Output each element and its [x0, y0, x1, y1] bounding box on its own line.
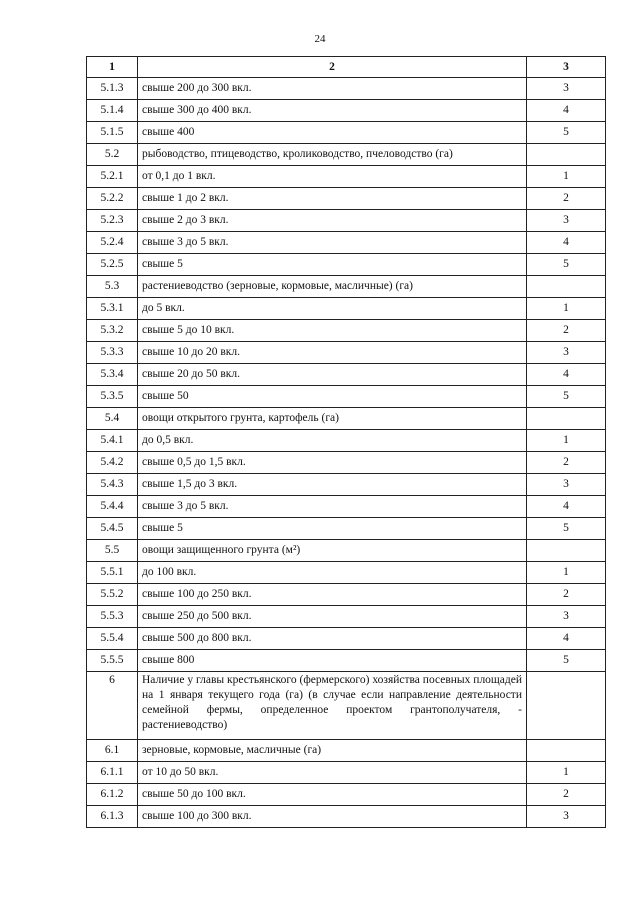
row-description: свыше 500 до 800 вкл. [138, 628, 527, 650]
table-row [87, 430, 606, 452]
table-row [87, 762, 606, 784]
row-description: до 5 вкл. [138, 298, 527, 320]
row-description: свыше 3 до 5 вкл. [138, 496, 527, 518]
page-number: 24 [314, 33, 326, 45]
table-row [87, 320, 606, 342]
row-points: 5 [527, 518, 606, 540]
row-points [527, 672, 606, 740]
row-points: 1 [527, 298, 606, 320]
row-number: 5.4.2 [87, 452, 138, 474]
table-row [87, 78, 606, 100]
row-number: 5.5 [87, 540, 138, 562]
table-row [87, 606, 606, 628]
row-points: 5 [527, 386, 606, 408]
row-points: 5 [527, 254, 606, 276]
row-points: 2 [527, 452, 606, 474]
table-row [87, 584, 606, 606]
row-points: 5 [527, 122, 606, 144]
row-description: овощи открытого грунта, картофель (га) [138, 408, 527, 430]
row-description: свыше 1,5 до 3 вкл. [138, 474, 527, 496]
row-number: 5.4.1 [87, 430, 138, 452]
row-number: 5.4.5 [87, 518, 138, 540]
row-points [527, 540, 606, 562]
table-row [87, 650, 606, 672]
table-row [87, 254, 606, 276]
table-row [87, 342, 606, 364]
row-number: 6.1.2 [87, 784, 138, 806]
table-row [87, 740, 606, 762]
row-points: 1 [527, 166, 606, 188]
row-description: свыше 200 до 300 вкл. [138, 78, 527, 100]
row-number: 5.3.2 [87, 320, 138, 342]
row-number: 5.5.1 [87, 562, 138, 584]
row-points: 3 [527, 606, 606, 628]
row-points: 3 [527, 210, 606, 232]
table-row [87, 298, 606, 320]
row-number: 6.1.3 [87, 806, 138, 828]
row-description: свыше 20 до 50 вкл. [138, 364, 527, 386]
row-description: свыше 0,5 до 1,5 вкл. [138, 452, 527, 474]
row-points: 2 [527, 320, 606, 342]
row-points: 3 [527, 342, 606, 364]
table-row [87, 144, 606, 166]
row-number: 5.3.5 [87, 386, 138, 408]
table-row [87, 474, 606, 496]
row-description: свыше 50 [138, 386, 527, 408]
row-number: 5.5.5 [87, 650, 138, 672]
table-row [87, 806, 606, 828]
row-points: 1 [527, 430, 606, 452]
row-number: 5.5.2 [87, 584, 138, 606]
row-number: 6.1 [87, 740, 138, 762]
row-description: свыше 2 до 3 вкл. [138, 210, 527, 232]
table-row [87, 386, 606, 408]
row-points: 2 [527, 784, 606, 806]
table-row [87, 452, 606, 474]
row-number: 5.2.1 [87, 166, 138, 188]
row-number: 5.1.3 [87, 78, 138, 100]
table-row [87, 210, 606, 232]
row-number: 5.3.1 [87, 298, 138, 320]
table-row [87, 496, 606, 518]
row-number: 5.4.4 [87, 496, 138, 518]
row-points: 4 [527, 364, 606, 386]
header-row [87, 57, 606, 78]
row-description: до 100 вкл. [138, 562, 527, 584]
table-row [87, 628, 606, 650]
row-number: 5.4 [87, 408, 138, 430]
row-points: 2 [527, 584, 606, 606]
row-description: свыше 100 до 300 вкл. [138, 806, 527, 828]
row-points: 4 [527, 628, 606, 650]
row-number: 5.2.2 [87, 188, 138, 210]
row-description: свыше 300 до 400 вкл. [138, 100, 527, 122]
row-number: 5.2 [87, 144, 138, 166]
table-row [87, 232, 606, 254]
row-description: свыше 250 до 500 вкл. [138, 606, 527, 628]
table-row [87, 276, 606, 298]
row-points: 5 [527, 650, 606, 672]
row-points: 3 [527, 474, 606, 496]
table-row [87, 540, 606, 562]
row-number: 5.1.5 [87, 122, 138, 144]
row-description: до 0,5 вкл. [138, 430, 527, 452]
row-points [527, 144, 606, 166]
row-description: свыше 800 [138, 650, 527, 672]
row-description: свыше 1 до 2 вкл. [138, 188, 527, 210]
row-description: свыше 10 до 20 вкл. [138, 342, 527, 364]
row-points [527, 276, 606, 298]
row-points [527, 408, 606, 430]
row-points: 1 [527, 762, 606, 784]
row-points: 4 [527, 496, 606, 518]
table-row [87, 166, 606, 188]
table-header [87, 57, 606, 78]
row-number: 5.5.4 [87, 628, 138, 650]
row-number: 5.2.3 [87, 210, 138, 232]
row-number: 5.3.4 [87, 364, 138, 386]
table-row [87, 100, 606, 122]
row-description: рыбоводство, птицеводство, кролиководство, пчеловодство (га) [138, 144, 527, 166]
row-description: свыше 400 [138, 122, 527, 144]
table-row [87, 518, 606, 540]
header-col-2: 2 [138, 57, 527, 78]
row-number: 5.2.4 [87, 232, 138, 254]
row-points: 3 [527, 806, 606, 828]
row-number: 5.5.3 [87, 606, 138, 628]
row-number: 5.3.3 [87, 342, 138, 364]
table-row [87, 188, 606, 210]
row-points: 4 [527, 100, 606, 122]
table-row [87, 562, 606, 584]
table-row [87, 784, 606, 806]
row-description: свыше 5 [138, 518, 527, 540]
row-description: свыше 50 до 100 вкл. [138, 784, 527, 806]
table-row [87, 122, 606, 144]
row-description: зерновые, кормовые, масличные (га) [138, 740, 527, 762]
row-description: овощи защищенного грунта (м²) [138, 540, 527, 562]
criteria-table [86, 56, 606, 828]
row-points: 2 [527, 188, 606, 210]
row-number: 5.4.3 [87, 474, 138, 496]
row-points: 3 [527, 78, 606, 100]
row-description: свыше 5 [138, 254, 527, 276]
row-description: Наличие у главы крестьянского (фермерского) хозяйства посевных площадей на 1 января текущего года (га) (в случае если направление деятельности семейной фермы, определенное проектом грантополучателя, - растениеводство) [138, 672, 527, 740]
row-description: от 0,1 до 1 вкл. [138, 166, 527, 188]
row-points [527, 740, 606, 762]
row-description: свыше 3 до 5 вкл. [138, 232, 527, 254]
row-number: 5.1.4 [87, 100, 138, 122]
row-description: свыше 5 до 10 вкл. [138, 320, 527, 342]
table-row [87, 672, 606, 740]
row-points: 4 [527, 232, 606, 254]
row-number: 5.2.5 [87, 254, 138, 276]
row-number: 6 [87, 672, 138, 740]
row-description: от 10 до 50 вкл. [138, 762, 527, 784]
table-row [87, 364, 606, 386]
header-col-3: 3 [527, 57, 606, 78]
header-col-1: 1 [87, 57, 138, 78]
row-description: растениеводство (зерновые, кормовые, масличные) (га) [138, 276, 527, 298]
row-points: 1 [527, 562, 606, 584]
row-number: 6.1.1 [87, 762, 138, 784]
table-row [87, 408, 606, 430]
row-number: 5.3 [87, 276, 138, 298]
table-body [87, 78, 606, 828]
row-description: свыше 100 до 250 вкл. [138, 584, 527, 606]
